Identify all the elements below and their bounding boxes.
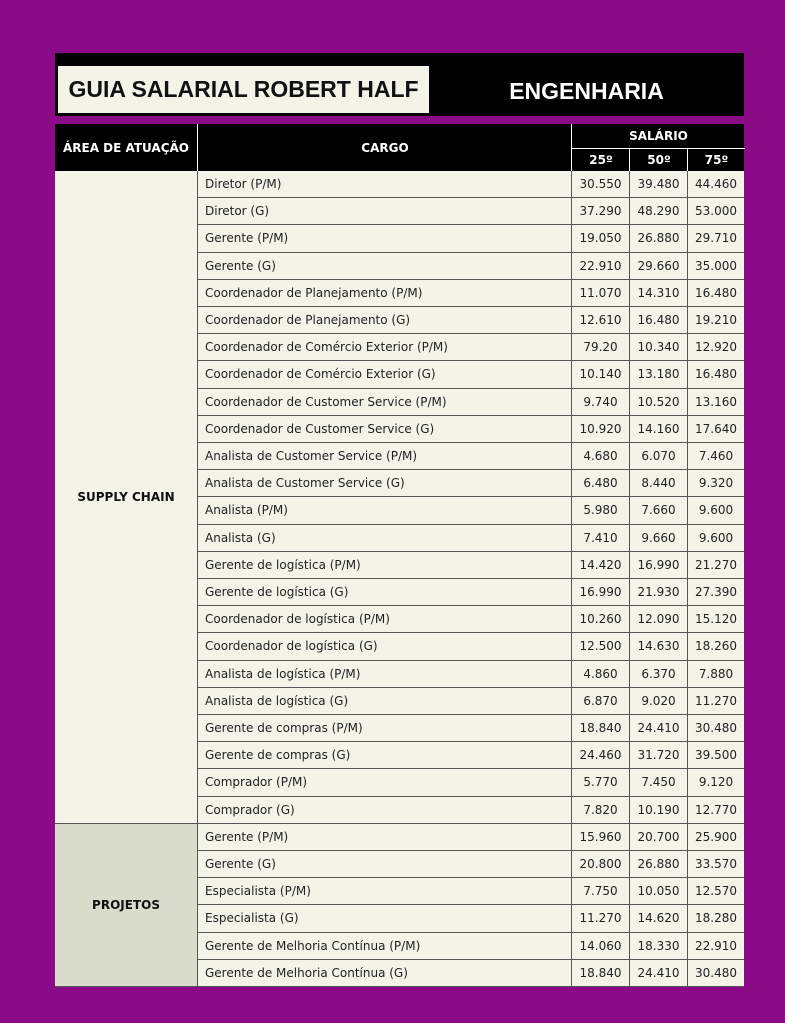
salary-p50-cell: 26.880 (629, 851, 687, 878)
salary-p50-cell: 29.660 (629, 253, 687, 280)
table-row (197, 905, 744, 932)
salary-p75-cell: 12.770 (687, 797, 744, 824)
cargo-cell: Diretor (P/M) (197, 171, 571, 198)
column-header-p75: 75º (687, 148, 745, 171)
table-row (197, 878, 744, 905)
salary-p50-cell: 8.440 (629, 470, 687, 497)
table-row (197, 280, 744, 307)
salary-p25-cell: 5.980 (571, 497, 629, 524)
salary-p50-cell: 10.520 (629, 389, 687, 416)
cargo-cell: Gerente (P/M) (197, 824, 571, 851)
salary-p25-cell: 10.140 (571, 361, 629, 388)
column-header-area: ÁREA DE ATUAÇÃO (62, 140, 190, 155)
cargo-cell: Coordenador de Planejamento (G) (197, 307, 571, 334)
table-row (197, 470, 744, 497)
salary-p25-cell: 16.990 (571, 579, 629, 606)
salary-p25-cell: 4.680 (571, 443, 629, 470)
salary-p50-cell: 14.630 (629, 633, 687, 660)
table-row (197, 797, 744, 824)
salary-p50-cell: 24.410 (629, 715, 687, 742)
table-row (197, 633, 744, 660)
salary-p25-cell: 7.410 (571, 525, 629, 552)
section-title: ENGENHARIA (509, 77, 664, 104)
column-header-cargo: CARGO (197, 124, 572, 171)
salary-p50-cell: 14.620 (629, 905, 687, 932)
salary-p75-cell: 27.390 (687, 579, 744, 606)
salary-p25-cell: 6.870 (571, 688, 629, 715)
column-header-p50: 50º (629, 148, 688, 171)
salary-p50-cell: 13.180 (629, 361, 687, 388)
salary-p75-cell: 18.260 (687, 633, 744, 660)
cargo-cell: Coordenador de Comércio Exterior (G) (197, 361, 571, 388)
cargo-cell: Especialista (P/M) (197, 878, 571, 905)
salary-p25-cell: 79.20 (571, 334, 629, 361)
salary-p75-cell: 39.500 (687, 742, 744, 769)
salary-p25-cell: 15.960 (571, 824, 629, 851)
salary-p75-cell: 18.280 (687, 905, 744, 932)
salary-p75-cell: 16.480 (687, 361, 744, 388)
salary-p75-cell: 33.570 (687, 851, 744, 878)
column-header-p25: 25º (571, 148, 630, 171)
salary-p75-cell: 22.910 (687, 933, 744, 960)
table-row (197, 769, 744, 796)
cargo-cell: Coordenador de logística (G) (197, 633, 571, 660)
salary-p75-cell: 12.920 (687, 334, 744, 361)
salary-p50-cell: 12.090 (629, 606, 687, 633)
area-label: PROJETOS (55, 824, 197, 987)
salary-p50-cell: 6.370 (629, 661, 687, 688)
cargo-cell: Analista de Customer Service (G) (197, 470, 571, 497)
cargo-cell: Analista (G) (197, 525, 571, 552)
salary-p75-cell: 11.270 (687, 688, 744, 715)
salary-p75-cell: 25.900 (687, 824, 744, 851)
salary-p50-cell: 18.330 (629, 933, 687, 960)
table-row (197, 661, 744, 688)
salary-p25-cell: 9.740 (571, 389, 629, 416)
table-row (197, 171, 744, 198)
salary-p75-cell: 9.600 (687, 497, 744, 524)
salary-p25-cell: 5.770 (571, 769, 629, 796)
table-row (197, 579, 744, 606)
table-row (197, 307, 744, 334)
table-row (197, 497, 744, 524)
salary-p25-cell: 11.270 (571, 905, 629, 932)
salary-p75-cell: 7.880 (687, 661, 744, 688)
salary-p75-cell: 29.710 (687, 225, 744, 252)
cargo-cell: Gerente (G) (197, 851, 571, 878)
salary-p75-cell: 19.210 (687, 307, 744, 334)
salary-p50-cell: 14.160 (629, 416, 687, 443)
salary-p50-cell: 24.410 (629, 960, 687, 987)
cargo-cell: Analista de Customer Service (P/M) (197, 443, 571, 470)
salary-p25-cell: 11.070 (571, 280, 629, 307)
table-header (55, 124, 744, 171)
salary-p50-cell: 9.660 (629, 525, 687, 552)
cargo-cell: Coordenador de Customer Service (G) (197, 416, 571, 443)
salary-p50-cell: 10.050 (629, 878, 687, 905)
salary-p25-cell: 4.860 (571, 661, 629, 688)
cargo-cell: Coordenador de Customer Service (P/M) (197, 389, 571, 416)
table-row (197, 443, 744, 470)
salary-p75-cell: 9.120 (687, 769, 744, 796)
cargo-cell: Analista (P/M) (197, 497, 571, 524)
page-header (55, 53, 744, 116)
cargo-cell: Coordenador de Comércio Exterior (P/M) (197, 334, 571, 361)
salary-p75-cell: 35.000 (687, 253, 744, 280)
salary-p25-cell: 14.420 (571, 552, 629, 579)
salary-p50-cell: 7.660 (629, 497, 687, 524)
salary-p25-cell: 24.460 (571, 742, 629, 769)
column-header-salario: SALÁRIO (571, 124, 745, 149)
salary-table (55, 124, 744, 982)
salary-p50-cell: 20.700 (629, 824, 687, 851)
cargo-cell: Especialista (G) (197, 905, 571, 932)
cargo-cell: Comprador (G) (197, 797, 571, 824)
salary-p50-cell: 7.450 (629, 769, 687, 796)
table-row (197, 525, 744, 552)
table-row (197, 253, 744, 280)
cargo-cell: Gerente de compras (P/M) (197, 715, 571, 742)
salary-p75-cell: 16.480 (687, 280, 744, 307)
salary-p25-cell: 37.290 (571, 198, 629, 225)
table-row (197, 416, 744, 443)
salary-p75-cell: 9.600 (687, 525, 744, 552)
table-row (197, 225, 744, 252)
table-row (197, 334, 744, 361)
table-row (197, 389, 744, 416)
salary-p75-cell: 9.320 (687, 470, 744, 497)
salary-p50-cell: 16.990 (629, 552, 687, 579)
salary-p25-cell: 10.920 (571, 416, 629, 443)
salary-p25-cell: 19.050 (571, 225, 629, 252)
salary-p50-cell: 16.480 (629, 307, 687, 334)
table-row (197, 851, 744, 878)
salary-p25-cell: 18.840 (571, 715, 629, 742)
salary-p75-cell: 13.160 (687, 389, 744, 416)
table-row (197, 198, 744, 225)
salary-p75-cell: 30.480 (687, 960, 744, 987)
cargo-cell: Gerente de Melhoria Contínua (G) (197, 960, 571, 987)
salary-p75-cell: 17.640 (687, 416, 744, 443)
cargo-cell: Diretor (G) (197, 198, 571, 225)
table-row (197, 361, 744, 388)
cargo-cell: Analista de logística (G) (197, 688, 571, 715)
cargo-cell: Analista de logística (P/M) (197, 661, 571, 688)
salary-p25-cell: 10.260 (571, 606, 629, 633)
salary-p50-cell: 31.720 (629, 742, 687, 769)
salary-p75-cell: 53.000 (687, 198, 744, 225)
salary-p25-cell: 12.500 (571, 633, 629, 660)
cargo-cell: Gerente (P/M) (197, 225, 571, 252)
salary-p75-cell: 44.460 (687, 171, 744, 198)
salary-p25-cell: 12.610 (571, 307, 629, 334)
table-row (197, 606, 744, 633)
salary-p50-cell: 39.480 (629, 171, 687, 198)
salary-p50-cell: 14.310 (629, 280, 687, 307)
cargo-cell: Comprador (P/M) (197, 769, 571, 796)
salary-p75-cell: 15.120 (687, 606, 744, 633)
salary-p50-cell: 6.070 (629, 443, 687, 470)
salary-p75-cell: 21.270 (687, 552, 744, 579)
salary-p50-cell: 26.880 (629, 225, 687, 252)
table-row (197, 933, 744, 960)
salary-p75-cell: 30.480 (687, 715, 744, 742)
salary-p75-cell: 7.460 (687, 443, 744, 470)
salary-p25-cell: 22.910 (571, 253, 629, 280)
salary-p25-cell: 6.480 (571, 470, 629, 497)
table-row (197, 552, 744, 579)
salary-p50-cell: 10.340 (629, 334, 687, 361)
table-row (197, 824, 744, 851)
guide-title: GUIA SALARIAL ROBERT HALF (58, 66, 429, 113)
cargo-cell: Coordenador de Planejamento (P/M) (197, 280, 571, 307)
salary-p25-cell: 18.840 (571, 960, 629, 987)
area-label: SUPPLY CHAIN (55, 171, 197, 824)
table-row (197, 742, 744, 769)
table-row (197, 960, 744, 987)
salary-p50-cell: 10.190 (629, 797, 687, 824)
salary-p25-cell: 7.750 (571, 878, 629, 905)
cargo-cell: Coordenador de logística (P/M) (197, 606, 571, 633)
cargo-cell: Gerente (G) (197, 253, 571, 280)
cargo-cell: Gerente de Melhoria Contínua (P/M) (197, 933, 571, 960)
salary-p50-cell: 21.930 (629, 579, 687, 606)
salary-p25-cell: 14.060 (571, 933, 629, 960)
cargo-cell: Gerente de logística (G) (197, 579, 571, 606)
salary-p75-cell: 12.570 (687, 878, 744, 905)
table-row (197, 715, 744, 742)
salary-p25-cell: 30.550 (571, 171, 629, 198)
salary-p50-cell: 48.290 (629, 198, 687, 225)
cargo-cell: Gerente de compras (G) (197, 742, 571, 769)
cargo-cell: Gerente de logística (P/M) (197, 552, 571, 579)
salary-p25-cell: 20.800 (571, 851, 629, 878)
salary-p50-cell: 9.020 (629, 688, 687, 715)
salary-p25-cell: 7.820 (571, 797, 629, 824)
table-row (197, 688, 744, 715)
